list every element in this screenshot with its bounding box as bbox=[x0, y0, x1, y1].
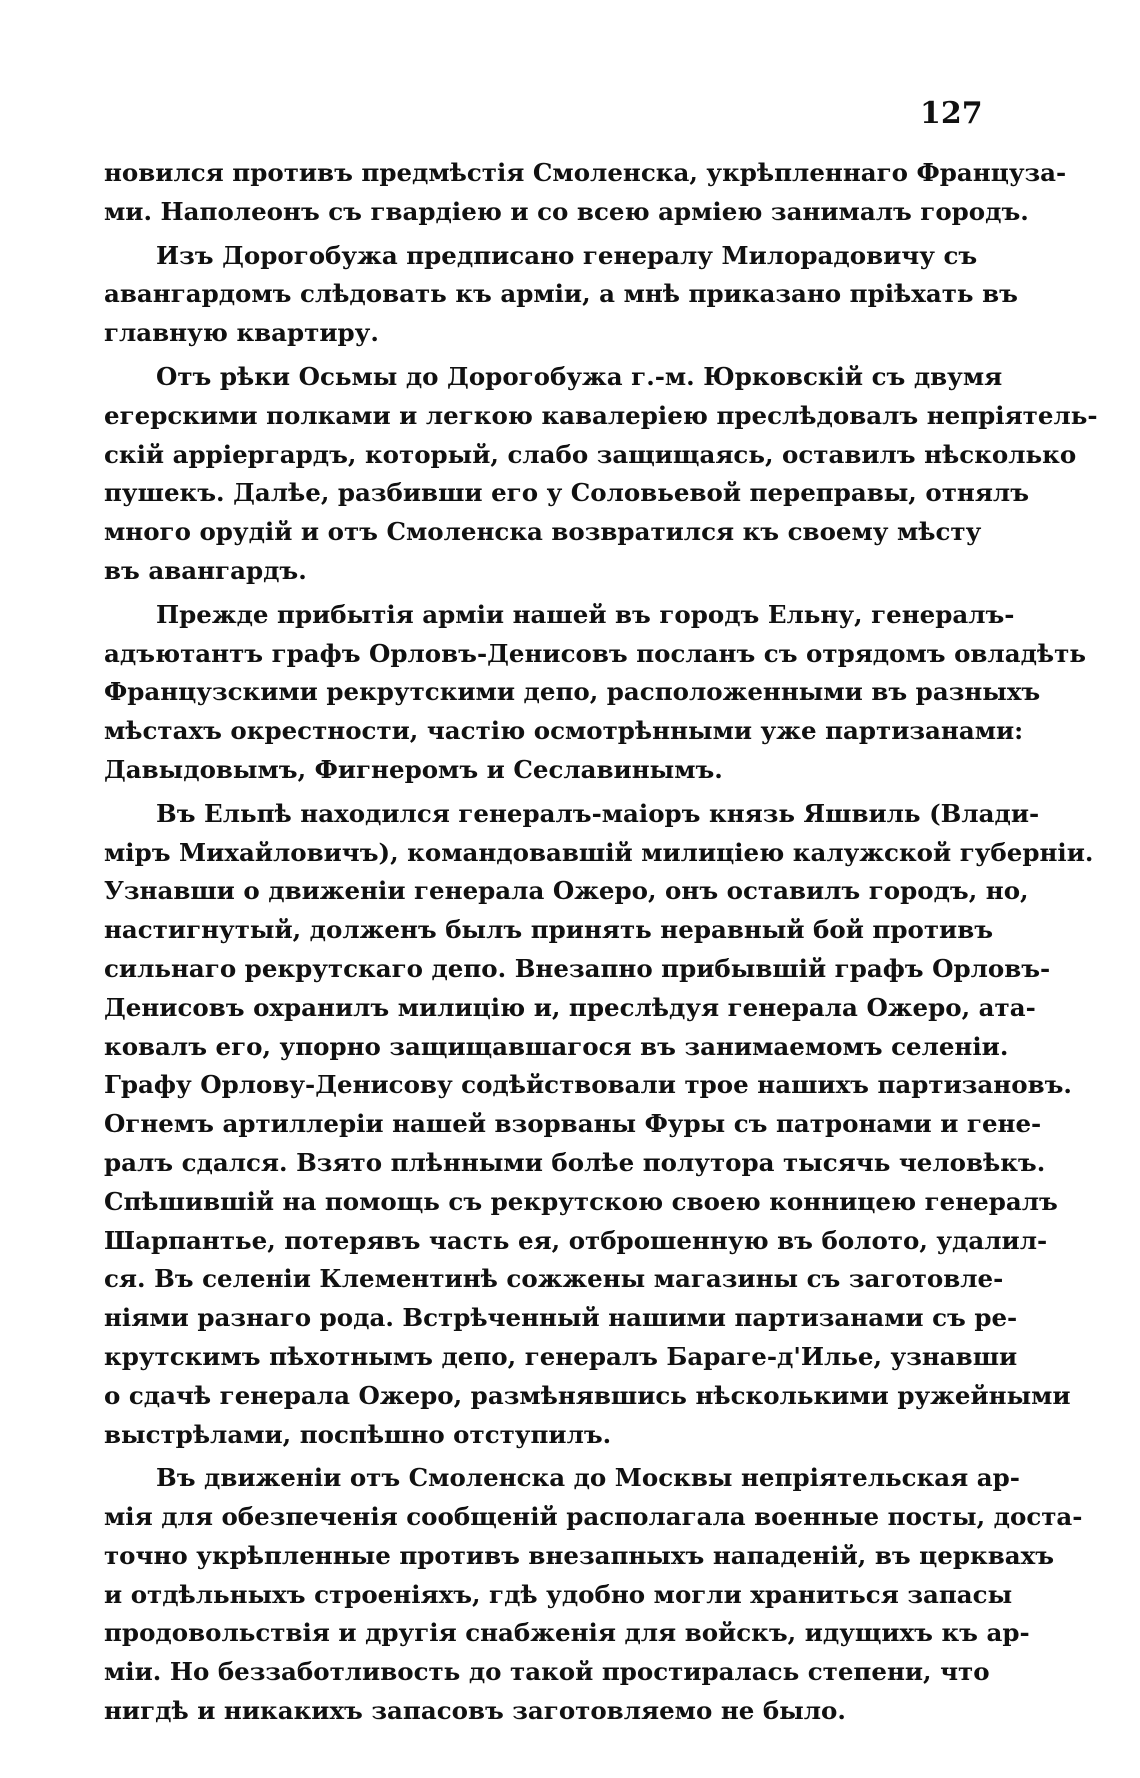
text-line: пушекъ. Далѣе, разбивши его у Соловьевой переправы, отнялъ bbox=[104, 478, 1029, 508]
paragraph bbox=[104, 596, 1086, 790]
text-line: адъютантъ графъ Орловъ-Денисовъ посланъ съ отрядомъ овладѣть bbox=[104, 638, 1086, 668]
text-line: Узнавши о движеніи генерала Ожеро, онъ оставилъ городъ, но, bbox=[104, 876, 1029, 906]
text-line: новился противъ предмѣстія Смоленска, укрѣпленнаго Француза- bbox=[104, 158, 1067, 187]
text-line: Прежде прибытія арміи нашей въ городъ Ельну, генералъ- bbox=[156, 599, 1015, 629]
text-line: Изъ Дорогобужа предписано генералу Милорадовичу съ bbox=[156, 240, 978, 270]
text-line: Отъ рѣки Осьмы до Дорогобужа г.-м. Юрковскій съ двумя bbox=[156, 361, 1003, 391]
text-line: ми. Наполеонъ съ гвардіею и со всею арміею занималъ городъ. bbox=[104, 196, 1029, 226]
page-number: 127 bbox=[920, 96, 983, 131]
text-line: Въ Ельпѣ находился генералъ-маіоръ князь Яшвиль (Влади- bbox=[156, 798, 1040, 828]
text-line: ралъ сдался. Взято плѣнными болѣе полутора тысячь человѣкъ. bbox=[104, 1147, 1046, 1177]
text-line: ніями разнаго рода. Встрѣченный нашими партизанами съ ре- bbox=[104, 1303, 1018, 1333]
text-line: Шарпантье, потерявъ часть ея, отброшенную въ болото, удалил- bbox=[104, 1225, 1048, 1255]
text-line: міръ Михайловичъ), командовавшій милиціею калужской губерніи. bbox=[104, 837, 1094, 867]
text-line: егерскими полками и легкою кавалеріею преслѣдовалъ непріятель- bbox=[104, 400, 1098, 430]
paragraph bbox=[104, 1459, 1083, 1731]
text-line: о сдачѣ генерала Ожеро, размѣнявшись нѣсколькими ружейными bbox=[104, 1380, 1071, 1410]
text-line: ковалъ его, упорно защищавшагося въ занимаемомъ селеніи. bbox=[104, 1031, 1009, 1061]
text-line: настигнутый, долженъ былъ принять неравный бой противъ bbox=[104, 915, 994, 945]
text-line: выстрѣлами, поспѣшно отступилъ. bbox=[104, 1419, 612, 1449]
text-line: въ авангардъ. bbox=[104, 555, 307, 585]
text-line: главную квартиру. bbox=[104, 318, 379, 348]
text-line: Давыдовымъ, Фигнеромъ и Сеславинымъ. bbox=[104, 754, 723, 784]
text-line: Въ движеніи отъ Смоленска до Москвы непріятельская ар- bbox=[156, 1463, 1020, 1493]
text-line: продовольствія и другія снабженія для войскъ, идущихъ къ ар- bbox=[104, 1618, 1030, 1648]
paragraph bbox=[104, 795, 1094, 1455]
text-line: міи. Но беззаботливость до такой простиралась степени, что bbox=[104, 1657, 990, 1687]
text-line: точно укрѣпленные противъ внезапныхъ нападеній, въ церквахъ bbox=[104, 1540, 1054, 1570]
text-line: скій арріергардъ, который, слабо защищаясь, оставилъ нѣсколько bbox=[104, 439, 1077, 469]
text-line: крутскимъ пѣхотнымъ депо, генералъ Бараге-д'Илье, узнавши bbox=[104, 1341, 1018, 1371]
text-line: мія для обезпеченія сообщеній располагала военные посты, доста- bbox=[104, 1502, 1083, 1532]
text-line: Огнемъ артиллеріи нашей взорваны Фуры съ патронами и гене- bbox=[104, 1109, 1042, 1139]
text-line: Денисовъ охранилъ милицію и, преслѣдуя генерала Ожеро, ата- bbox=[104, 992, 1036, 1022]
paragraph bbox=[104, 154, 1067, 232]
text-line: ся. Въ селеніи Клементинѣ сожжены магазины съ заготовле- bbox=[104, 1264, 1004, 1294]
paragraph bbox=[104, 237, 1018, 353]
text-line: Спѣшившій на помощь съ рекрутскою своею конницею генералъ bbox=[104, 1186, 1058, 1216]
text-line: много орудій и отъ Смоленска возвратился къ своему мѣсту bbox=[104, 517, 982, 547]
text-line: сильнаго рекрутскаго депо. Внезапно прибывшій графъ Орловъ- bbox=[104, 953, 1051, 983]
text-line: Графу Орлову-Денисову содѣйствовали трое нашихъ партизановъ. bbox=[104, 1070, 1072, 1100]
text-line: Французскими рекрутскими депо, расположенными въ разныхъ bbox=[104, 677, 1041, 707]
text-line: мѣстахъ окрестности, частію осмотрѣнными уже партизанами: bbox=[104, 716, 1024, 746]
text-line: нигдѣ и никакихъ запасовъ заготовляемо не было. bbox=[104, 1696, 846, 1726]
paragraph bbox=[104, 358, 1098, 591]
text-line: авангардомъ слѣдовать къ арміи, а мнѣ приказано пріѣхать въ bbox=[104, 279, 1018, 309]
body-text bbox=[104, 154, 1098, 1736]
text-line: и отдѣльныхъ строеніяхъ, гдѣ удобно могли храниться запасы bbox=[104, 1579, 1013, 1609]
